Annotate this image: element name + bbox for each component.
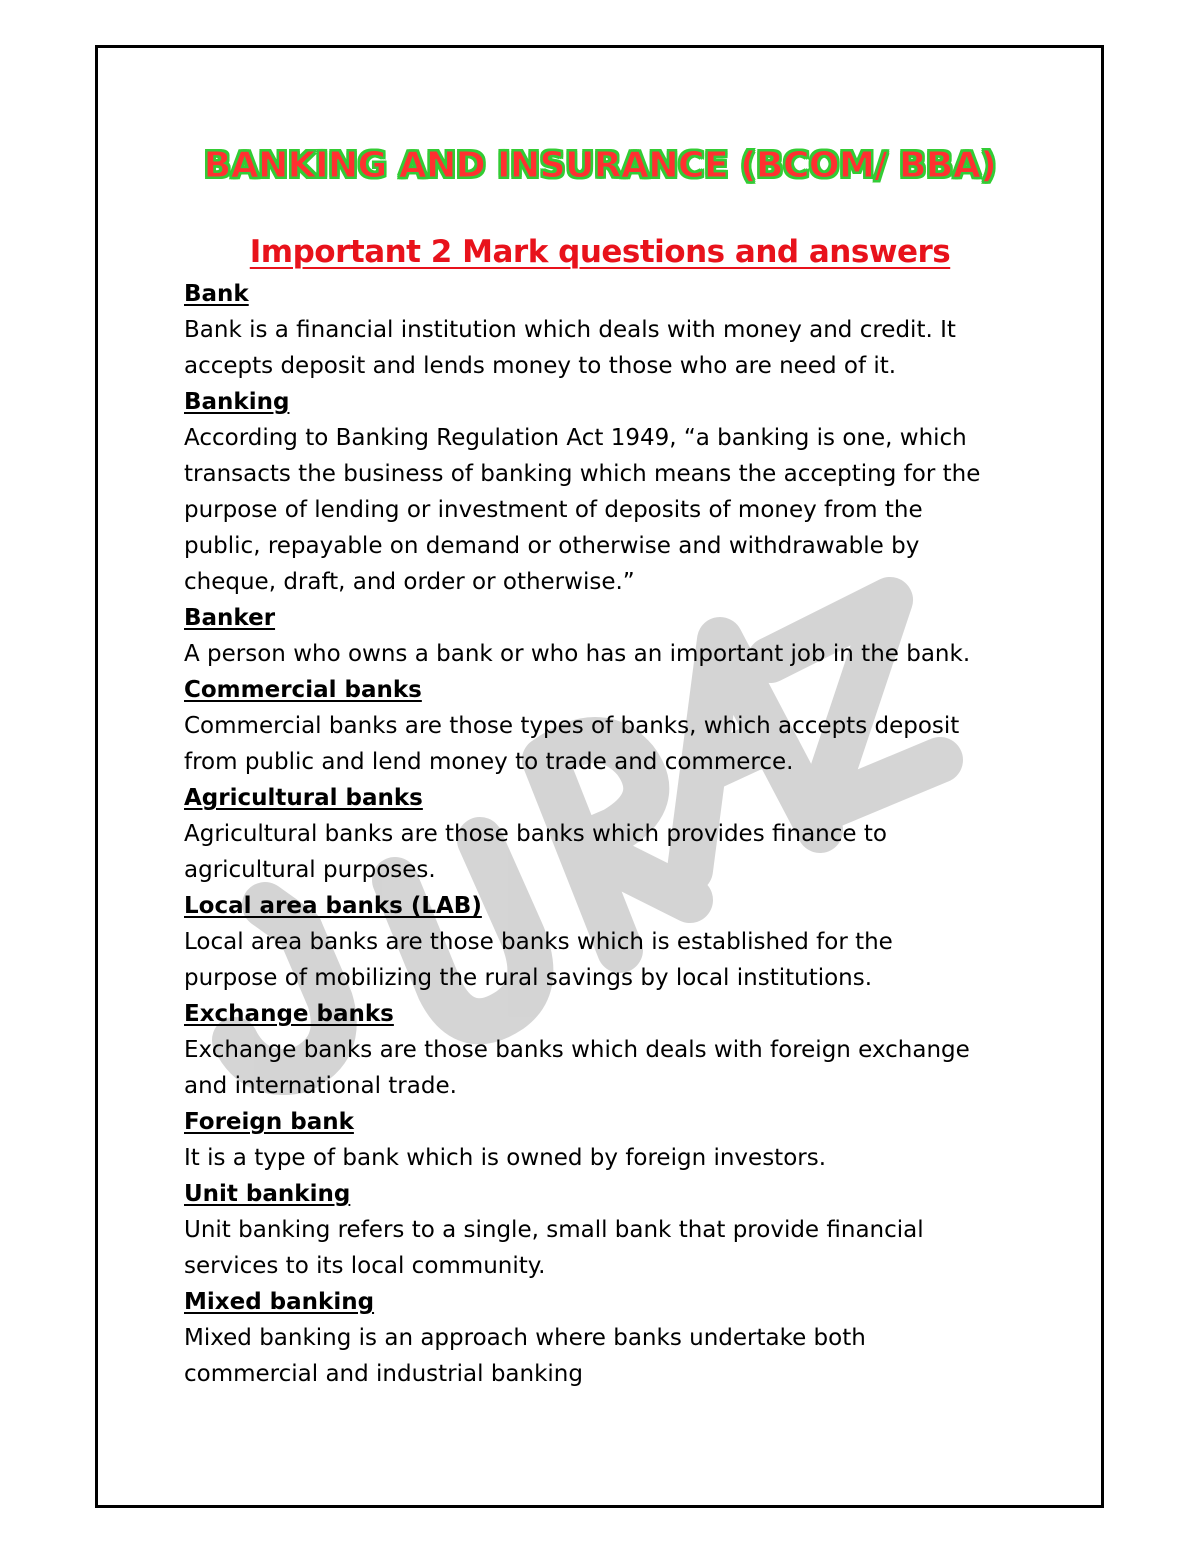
- term-definition: According to Banking Regulation Act 1949, “a banking is one, which transacts the business of banking which means the accepting for the purpose of lending or investment of deposits of money from the public, repayable on demand or otherwise and withdrawable by cheque, draft, and order or otherwise.”: [184, 425, 981, 595]
- qa-entry-mixed-banking: [184, 1284, 1014, 1392]
- term-heading: Bank: [184, 281, 249, 307]
- term-definition: Mixed banking is an approach where banks undertake both commercial and industrial banking: [184, 1325, 866, 1387]
- qa-list: [184, 276, 1014, 1392]
- term-definition: Exchange banks are those banks which deals with foreign exchange and international trade.: [184, 1037, 970, 1099]
- term-definition: Local area banks are those banks which is established for the purpose of mobilizing the rural savings by local institutions.: [184, 929, 893, 991]
- document-subtitle: Important 2 Mark questions and answers: [249, 234, 951, 270]
- qa-entry-banker: [184, 600, 1014, 672]
- term-heading: Banker: [184, 605, 276, 631]
- term-heading: Mixed banking: [184, 1289, 375, 1315]
- document-title: BANKING AND INSURANCE (BCOM/ BBA): [203, 145, 997, 186]
- qa-entry-foreign-bank: [184, 1104, 1014, 1176]
- qa-entry-agricultural-banks: [184, 780, 1014, 888]
- qa-entry-exchange-banks: [184, 996, 1014, 1104]
- term-definition: Commercial banks are those types of banks, which accepts deposit from public and lend money to trade and commerce.: [184, 713, 960, 775]
- term-definition: Unit banking refers to a single, small bank that provide financial services to its local community.: [184, 1217, 924, 1279]
- term-heading: Exchange banks: [184, 1001, 394, 1027]
- qa-entry-commercial-banks: [184, 672, 1014, 780]
- term-heading: Foreign bank: [184, 1109, 354, 1135]
- qa-entry-banking: [184, 384, 1014, 600]
- qa-entry-local-area-banks: [184, 888, 1014, 996]
- term-heading: Banking: [184, 389, 290, 415]
- term-definition: Agricultural banks are those banks which provides finance to agricultural purposes.: [184, 821, 887, 883]
- term-heading: Commercial banks: [184, 677, 422, 703]
- term-definition: It is a type of bank which is owned by foreign investors.: [184, 1145, 827, 1171]
- term-heading: Agricultural banks: [184, 785, 423, 811]
- qa-entry-unit-banking: [184, 1176, 1014, 1284]
- term-heading: Local area banks (LAB): [184, 893, 482, 919]
- term-definition: A person who owns a bank or who has an important job in the bank.: [184, 641, 971, 667]
- qa-entry-bank: [184, 276, 1014, 384]
- term-heading: Unit banking: [184, 1181, 351, 1207]
- term-definition: Bank is a financial institution which deals with money and credit. It accepts deposit and lends money to those who are need of it.: [184, 317, 956, 379]
